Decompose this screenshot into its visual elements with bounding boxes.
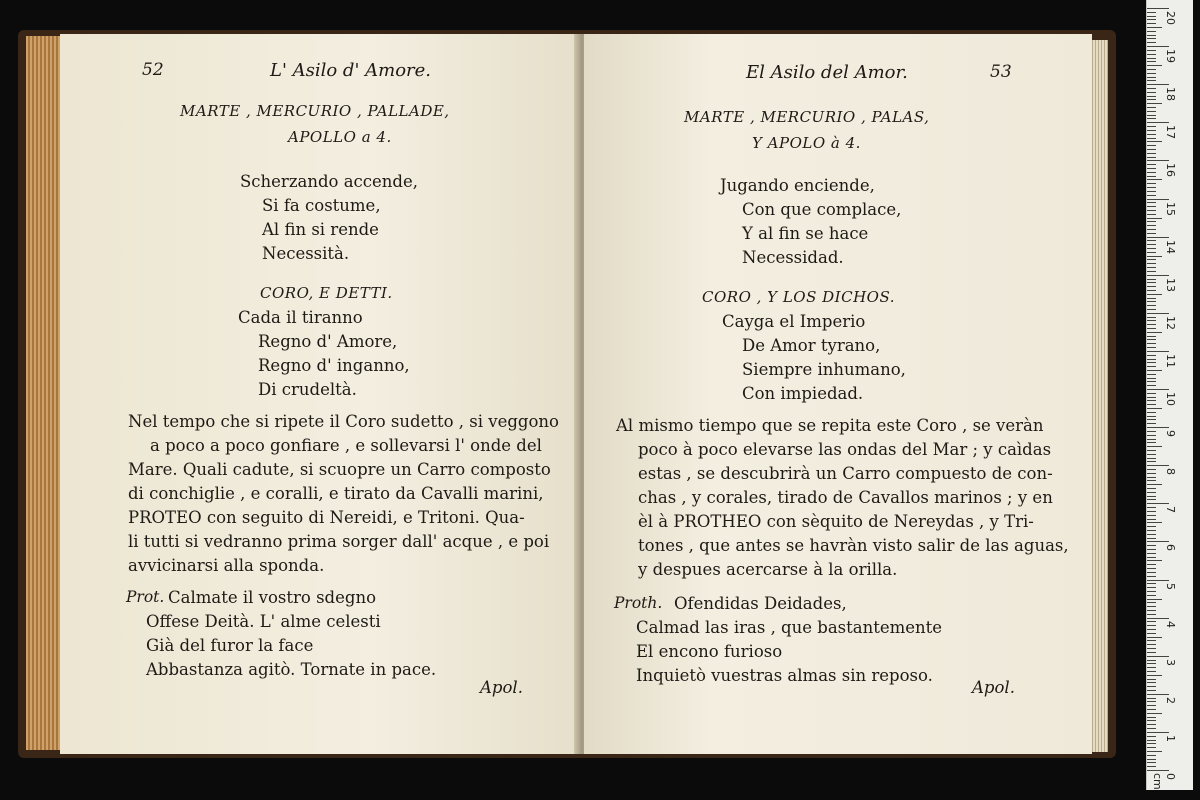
ruler-tick (1147, 92, 1156, 93)
ruler-tick (1147, 499, 1156, 500)
ruler-tick (1147, 309, 1156, 310)
ruler-tick (1147, 317, 1156, 318)
chorus-line: Siempre inhumano, (742, 360, 906, 379)
ruler-tick (1147, 519, 1156, 520)
chorus-heading: CORO, E DETTI. (260, 284, 393, 302)
ruler-tick (1147, 168, 1156, 169)
chorus-line: Cada il tiranno (238, 308, 363, 327)
ruler-tick (1147, 701, 1156, 702)
ruler-tick (1147, 610, 1156, 611)
ruler-tick (1147, 271, 1156, 272)
ruler-tick (1147, 381, 1156, 382)
ruler-tick (1147, 484, 1162, 485)
verse-line: Si fa costume, (262, 196, 381, 215)
stage-direction-line: avvicinarsi alla sponda. (128, 556, 325, 575)
stage-direction-line: estas , se descubrirà un Carro compuesto de con- (638, 464, 1053, 483)
ruler-tick (1147, 145, 1156, 146)
ruler-tick (1147, 461, 1156, 462)
stage-direction-line: PROTEO con seguito di Nereidi, e Tritoni. Qua- (128, 508, 525, 527)
ruler-tick (1147, 65, 1162, 66)
ruler-tick (1147, 404, 1156, 405)
speech-line: Ofendidas Deidades, (674, 594, 847, 613)
ruler-label: 12 (1164, 315, 1177, 330)
ruler-tick (1147, 107, 1156, 108)
ruler-tick (1147, 439, 1156, 440)
ruler-tick (1147, 111, 1156, 112)
ruler-tick (1147, 73, 1156, 74)
ruler-tick (1147, 629, 1156, 630)
ruler-tick (1147, 633, 1156, 634)
ruler-tick (1147, 538, 1156, 539)
ruler-tick (1147, 77, 1156, 78)
stage-direction-line: Mare. Quali cadute, si scuopre un Carro composto (128, 460, 551, 479)
ruler-tick (1147, 244, 1156, 245)
ruler-tick (1147, 637, 1162, 638)
ruler-tick (1147, 290, 1156, 291)
ruler-tick (1147, 770, 1169, 771)
stage-direction-line: a poco a poco gonfiare , e sollevarsi l' onde del (150, 436, 542, 455)
ruler-tick (1147, 606, 1156, 607)
verse-line: Necessidad. (742, 248, 844, 267)
ruler-tick (1147, 458, 1156, 459)
ruler-label: 6 (1164, 544, 1177, 552)
ruler-label: 13 (1164, 277, 1177, 292)
ruler-label: 11 (1164, 353, 1177, 368)
ruler-tick (1147, 202, 1156, 203)
ruler-tick (1147, 644, 1156, 645)
ruler-tick (1147, 408, 1162, 409)
stage-direction-line: èl à PROTHEO con sèquito de Nereydas , y Tri- (638, 512, 1034, 531)
speech-line: Calmate il vostro sdegno (168, 588, 376, 607)
ruler-tick (1147, 442, 1156, 443)
ruler-tick (1147, 130, 1156, 131)
ruler-label: 7 (1164, 506, 1177, 514)
right-page (584, 34, 1092, 754)
chorus-line: Con impiedad. (742, 384, 864, 403)
ruler-label: 14 (1164, 239, 1177, 254)
ruler-tick (1147, 553, 1156, 554)
ruler-tick (1147, 149, 1156, 150)
ruler-label: 20 (1164, 11, 1177, 25)
ruler-tick (1147, 675, 1162, 676)
ruler-tick (1147, 663, 1156, 664)
ruler-tick (1147, 541, 1169, 542)
ruler-tick (1147, 359, 1156, 360)
ruler-tick (1147, 176, 1156, 177)
ruler-tick (1147, 214, 1156, 215)
ruler-tick (1147, 507, 1156, 508)
ruler-tick (1147, 233, 1156, 234)
ruler-label: 2 (1164, 696, 1177, 704)
ruler-tick (1147, 183, 1156, 184)
ruler-tick (1147, 488, 1156, 489)
ruler-tick (1147, 591, 1156, 592)
ruler-tick (1147, 172, 1156, 173)
ruler-tick (1147, 732, 1169, 733)
ruler-tick (1147, 19, 1156, 20)
running-head: L' Asilo d' Amore. (270, 60, 432, 81)
ruler-tick (1147, 534, 1156, 535)
ruler-tick (1147, 343, 1156, 344)
ruler-tick (1147, 54, 1156, 55)
ruler-label: 19 (1164, 49, 1177, 64)
ruler-tick (1147, 393, 1156, 394)
speech-line: Calmad las iras , que bastantemente (636, 618, 943, 637)
ruler-label: 18 (1164, 87, 1177, 102)
ruler-tick (1147, 522, 1162, 523)
ruler-label: 0 cm (1151, 773, 1177, 790)
speech-line: Già del furor la face (146, 636, 314, 655)
page-number: 53 (990, 62, 1012, 82)
ruler-tick (1147, 195, 1156, 196)
ruler-tick (1147, 141, 1162, 142)
ruler-label: 4 (1164, 620, 1177, 628)
ruler-tick (1147, 557, 1156, 558)
ruler-tick (1147, 378, 1156, 379)
ruler-tick (1147, 31, 1156, 32)
ruler-tick (1147, 237, 1169, 238)
left-page (60, 34, 578, 754)
ruler-tick (1147, 362, 1156, 363)
ruler-tick (1147, 153, 1156, 154)
ruler-tick (1147, 621, 1156, 622)
ruler-tick (1147, 564, 1156, 565)
ruler-tick (1147, 743, 1156, 744)
ruler-tick (1147, 648, 1156, 649)
ruler-tick (1147, 267, 1156, 268)
chorus-heading: CORO , Y LOS DICHOS. (702, 288, 895, 306)
ruler-tick (1147, 259, 1156, 260)
ruler-tick (1147, 599, 1162, 600)
ruler-tick (1147, 724, 1156, 725)
ruler-tick (1147, 640, 1156, 641)
ruler-tick (1147, 762, 1156, 763)
ruler-tick (1147, 496, 1156, 497)
ruler-tick (1147, 419, 1156, 420)
ruler-tick (1147, 583, 1156, 584)
ruler-tick (1147, 503, 1169, 504)
ruler-tick (1147, 256, 1162, 257)
ruler-tick (1147, 595, 1156, 596)
ruler-tick (1147, 690, 1156, 691)
ruler-tick (1147, 511, 1156, 512)
ruler-tick (1147, 294, 1162, 295)
ruler-tick (1147, 96, 1156, 97)
ruler-tick (1147, 576, 1156, 577)
ruler-tick (1147, 625, 1156, 626)
ruler-tick (1147, 618, 1169, 619)
ruler-tick (1147, 412, 1156, 413)
section-heading-line-1: MARTE , MERCURIO , PALAS, (684, 108, 930, 126)
ruler-tick (1147, 313, 1169, 314)
verse-line: Jugando enciende, (720, 176, 875, 195)
page-number: 52 (142, 60, 164, 80)
ruler-tick (1147, 80, 1156, 81)
ruler-tick (1147, 126, 1156, 127)
section-heading-line-2: APOLLO a 4. (288, 128, 392, 146)
ruler-tick (1147, 679, 1156, 680)
ruler-label: 16 (1164, 163, 1177, 178)
ruler-tick (1147, 656, 1169, 657)
ruler-tick (1147, 8, 1169, 9)
ruler-tick (1147, 694, 1169, 695)
ruler-tick (1147, 682, 1156, 683)
ruler-tick (1147, 614, 1156, 615)
stage-direction-line: di conchiglie , e coralli, e tirato da Cavalli marini, (128, 484, 544, 503)
ruler-tick (1147, 138, 1156, 139)
stage-direction-line: tones , que antes se havràn visto salir de las aguas, (638, 536, 1069, 555)
ruler-tick (1147, 492, 1156, 493)
ruler-tick (1147, 660, 1156, 661)
ruler-tick (1147, 339, 1156, 340)
stage-direction-line: Al mismo tiempo que se repita este Coro , se veràn (616, 416, 1044, 435)
ruler-tick (1147, 747, 1156, 748)
ruler-tick (1147, 42, 1156, 43)
ruler-tick (1147, 12, 1156, 13)
chorus-line: De Amor tyrano, (742, 336, 881, 355)
ruler-tick (1147, 240, 1156, 241)
catchword: Apol. (480, 678, 523, 697)
ruler-tick (1147, 225, 1156, 226)
ruler-tick (1147, 221, 1156, 222)
ruler-tick (1147, 587, 1156, 588)
ruler-tick (1147, 366, 1156, 367)
ruler-tick (1147, 740, 1156, 741)
ruler-tick (1147, 275, 1169, 276)
speech-line: Abbastanza agitò. Tornate in pace. (146, 660, 437, 679)
ruler-tick (1147, 298, 1156, 299)
ruler-tick (1147, 320, 1156, 321)
ruler-tick (1147, 526, 1156, 527)
ruler-tick (1147, 560, 1162, 561)
ruler-tick (1147, 69, 1156, 70)
ruler-tick (1147, 713, 1162, 714)
stage-direction-line: Nel tempo che si ripete il Coro sudetto , si veggono (128, 412, 559, 431)
verse-line: Al fin si rende (262, 220, 379, 239)
ruler-label: 15 (1164, 201, 1177, 216)
ruler-tick (1147, 286, 1156, 287)
chorus-line: Regno d' inganno, (258, 356, 410, 375)
ruler-tick (1147, 58, 1156, 59)
catchword: Apol. (972, 678, 1015, 697)
speech-line: Inquietò vuestras almas sin reposo. (636, 666, 933, 685)
ruler-tick (1147, 717, 1156, 718)
ruler-tick (1147, 187, 1156, 188)
ruler-tick (1147, 328, 1156, 329)
ruler-tick (1147, 324, 1156, 325)
ruler-tick (1147, 671, 1156, 672)
ruler-tick (1147, 134, 1156, 135)
verse-line: Scherzando accende, (240, 172, 419, 191)
ruler-tick (1147, 580, 1169, 581)
ruler-tick (1147, 38, 1156, 39)
verse-line: Necessità. (262, 244, 350, 263)
ruler-tick (1147, 545, 1156, 546)
stage-direction-line: y despues acercarse à la orilla. (638, 560, 898, 579)
ruler-tick (1147, 435, 1156, 436)
ruler-tick (1147, 160, 1169, 161)
ruler-tick (1147, 27, 1162, 28)
stage-direction-line: li tutti si vedranno prima sorger dall' acque , e poi (128, 532, 550, 551)
running-head: El Asilo del Amor. (746, 62, 908, 83)
section-heading-line-2: Y APOLO à 4. (752, 134, 861, 152)
ruler-tick (1147, 465, 1169, 466)
ruler-tick (1147, 347, 1156, 348)
section-heading-line-1: MARTE , MERCURIO , PALLADE, (180, 102, 450, 120)
stage-direction-line: chas , y corales, tirado de Cavallos marinos ; y en (638, 488, 1053, 507)
ruler-tick (1147, 720, 1156, 721)
ruler-tick (1147, 572, 1156, 573)
ruler-tick (1147, 480, 1156, 481)
ruler-tick (1147, 736, 1156, 737)
ruler-tick (1147, 515, 1156, 516)
ruler-tick (1147, 755, 1156, 756)
ruler-tick (1147, 423, 1156, 424)
ruler-tick (1147, 50, 1156, 51)
ruler-tick (1147, 530, 1156, 531)
ruler-tick (1147, 473, 1156, 474)
ruler-tick (1147, 667, 1156, 668)
ruler-tick (1147, 385, 1156, 386)
ruler-tick (1147, 218, 1162, 219)
verse-line: Con que complace, (742, 200, 902, 219)
ruler-tick (1147, 431, 1156, 432)
ruler-tick (1147, 61, 1156, 62)
ruler-label: 9 (1164, 430, 1177, 438)
stage-direction-line: poco à poco elevarse las ondas del Mar ; y caìdas (638, 440, 1052, 459)
ruler-tick (1147, 157, 1156, 158)
ruler-tick (1147, 103, 1162, 104)
ruler-tick (1147, 374, 1156, 375)
ruler-tick (1147, 549, 1156, 550)
ruler-tick (1147, 332, 1162, 333)
ruler-tick (1147, 709, 1156, 710)
ruler-tick (1147, 35, 1156, 36)
ruler-tick (1147, 427, 1169, 428)
speech-line: El encono furioso (636, 642, 783, 661)
ruler-tick (1147, 766, 1156, 767)
ruler-tick (1147, 351, 1169, 352)
ruler-tick (1147, 122, 1169, 123)
ruler-tick (1147, 705, 1156, 706)
ruler-tick (1147, 46, 1169, 47)
ruler-tick (1147, 751, 1162, 752)
page-edges-right (1090, 40, 1108, 752)
ruler-tick (1147, 568, 1156, 569)
ruler-tick (1147, 115, 1156, 116)
ruler-tick (1147, 759, 1156, 760)
ruler-tick (1147, 454, 1156, 455)
speaker-label: Proth. (614, 594, 663, 612)
ruler-tick (1147, 164, 1156, 165)
ruler-tick (1147, 229, 1156, 230)
ruler-tick (1147, 248, 1156, 249)
ruler-tick (1147, 397, 1156, 398)
ruler-label: 10 (1164, 392, 1177, 406)
ruler-tick (1147, 279, 1156, 280)
ruler-tick (1147, 210, 1156, 211)
ruler-label: 17 (1164, 125, 1177, 140)
ruler-tick (1147, 652, 1156, 653)
measurement-ruler (1146, 0, 1193, 790)
ruler-tick (1147, 206, 1156, 207)
ruler-tick (1147, 370, 1162, 371)
ruler-tick (1147, 16, 1156, 17)
ruler-tick (1147, 602, 1156, 603)
ruler-label: 1 (1164, 734, 1177, 742)
ruler-tick (1147, 389, 1169, 390)
ruler-tick (1147, 477, 1156, 478)
ruler-tick (1147, 179, 1162, 180)
ruler-tick (1147, 336, 1156, 337)
ruler-label: 8 (1164, 468, 1177, 476)
ruler-tick (1147, 263, 1156, 264)
chorus-line: Regno d' Amore, (258, 332, 398, 351)
ruler-tick (1147, 686, 1156, 687)
chorus-line: Di crudeltà. (258, 380, 357, 399)
ruler-tick (1147, 400, 1156, 401)
ruler-tick (1147, 282, 1156, 283)
ruler-tick (1147, 199, 1169, 200)
ruler-tick (1147, 450, 1156, 451)
ruler-tick (1147, 99, 1156, 100)
ruler-tick (1147, 469, 1156, 470)
ruler-label: 5 (1164, 582, 1177, 590)
speech-line: Offese Deità. L' alme celesti (146, 612, 381, 631)
ruler-tick (1147, 88, 1156, 89)
ruler-tick (1147, 416, 1156, 417)
ruler-tick (1147, 252, 1156, 253)
ruler-tick (1147, 84, 1169, 85)
ruler-tick (1147, 728, 1156, 729)
verse-line: Y al fin se hace (742, 224, 869, 243)
ruler-tick (1147, 301, 1156, 302)
ruler-tick (1147, 118, 1156, 119)
ruler-tick (1147, 191, 1156, 192)
ruler-label: 3 (1164, 658, 1177, 666)
ruler-tick (1147, 698, 1156, 699)
ruler-tick (1147, 305, 1156, 306)
ruler-tick (1147, 355, 1156, 356)
ruler-tick (1147, 446, 1162, 447)
ruler-tick (1147, 23, 1156, 24)
speaker-label: Prot. (126, 588, 165, 606)
chorus-line: Cayga el Imperio (722, 312, 866, 331)
